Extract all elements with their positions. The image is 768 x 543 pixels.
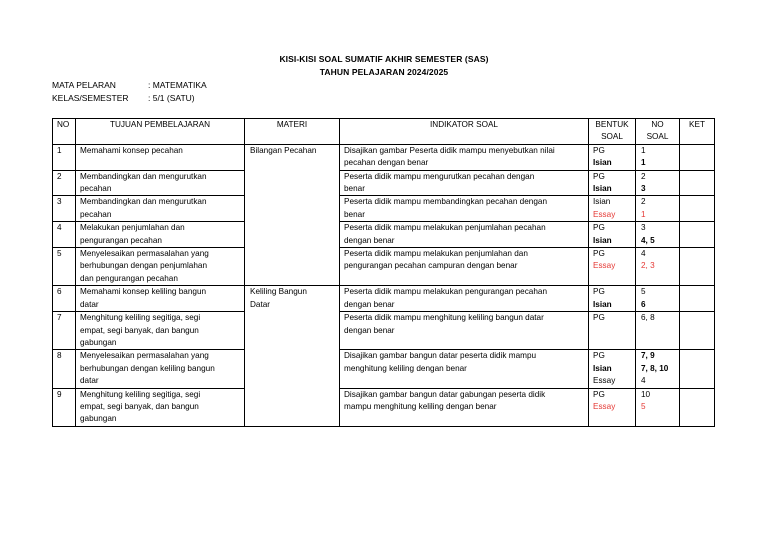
cell-bentuk-soal — [589, 222, 636, 248]
indikator-line: Disajikan gambar bangun datar peserta didik mampu — [344, 351, 537, 361]
indikator-line: Peserta didik mampu menghitung keliling bangun datar — [344, 313, 544, 323]
header-nosoal-line2: SOAL — [646, 132, 669, 142]
bentuk-line: PG — [593, 287, 605, 297]
bentuk-line: Essay — [593, 376, 616, 386]
nosoal-line: 6, 8 — [641, 313, 655, 323]
bentuk-line: Essay — [593, 261, 616, 271]
bentuk-line: Isian — [593, 184, 612, 194]
tujuan-line: Menyelesaikan permasalahan yang — [80, 351, 209, 361]
cell-no-soal — [636, 286, 680, 312]
cell-materi — [245, 312, 340, 350]
indikator-line: Peserta didik mampu mengurutkan pecahan dengan — [344, 171, 535, 181]
cell-tujuan — [76, 248, 245, 286]
indikator-line: pecahan dengan benar — [344, 158, 429, 168]
tujuan-line: Membandingkan dan mengurutkan — [80, 171, 207, 181]
cell-indikator — [340, 196, 589, 222]
indikator-line: Peserta didik mampu melakukan penjumlahan pecahan — [344, 223, 546, 233]
tujuan-line: pengurangan pecahan — [80, 235, 162, 245]
cell-tujuan — [76, 170, 245, 196]
cell-no: 4 — [53, 222, 76, 248]
tujuan-line: dan pengurangan pecahan — [80, 273, 178, 283]
cell-indikator — [340, 144, 589, 170]
tujuan-line: Memahami konsep keliling bangun — [80, 287, 207, 297]
header-no: NO — [53, 119, 76, 145]
materi-bilangan-pecahan: Bilangan Pecahan — [250, 145, 317, 155]
bentuk-line: Essay — [593, 401, 616, 411]
cell-no-soal — [636, 388, 680, 426]
cell-ket — [680, 248, 715, 286]
cell-bentuk-soal — [589, 388, 636, 426]
meta-class-value: : 5/1 (SATU) — [148, 93, 195, 103]
cell-no-soal — [636, 144, 680, 170]
bentuk-line: PG — [593, 389, 605, 399]
bentuk-line: PG — [593, 145, 605, 155]
indikator-line: benar — [344, 209, 365, 219]
indikator-line: Disajikan gambar bangun datar gabungan peserta didik — [344, 389, 546, 399]
bentuk-line: Isian — [593, 197, 611, 207]
cell-materi — [245, 350, 340, 388]
nosoal-line: 4, 5 — [641, 235, 655, 245]
bentuk-line: PG — [593, 351, 605, 361]
cell-no-soal — [636, 170, 680, 196]
nosoal-line: 1 — [641, 209, 646, 219]
header-indikator: INDIKATOR SOAL — [340, 119, 589, 145]
document-title: KISI-KISI SOAL SUMATIF AKHIR SEMESTER (SAS) — [279, 54, 489, 64]
indikator-line: Disajikan gambar Peserta didik mampu menyebutkan nilai — [344, 145, 555, 155]
cell-materi — [245, 170, 340, 196]
cell-materi — [245, 388, 340, 426]
materi-keliling-line2: Datar — [250, 299, 271, 309]
bentuk-line: Isian — [593, 363, 612, 373]
table-row — [53, 222, 715, 248]
materi-keliling-line1: Keliling Bangun — [250, 287, 307, 297]
cell-indikator — [340, 312, 589, 350]
cell-no: 2 — [53, 170, 76, 196]
nosoal-line: 7, 9 — [641, 351, 655, 361]
cell-no: 5 — [53, 248, 76, 286]
cell-bentuk-soal — [589, 196, 636, 222]
cell-ket — [680, 350, 715, 388]
indikator-line: Peserta didik mampu membandingkan pecahan dengan — [344, 197, 548, 207]
nosoal-line: 2 — [641, 197, 646, 207]
cell-tujuan — [76, 388, 245, 426]
cell-no: 8 — [53, 350, 76, 388]
table-row — [53, 144, 715, 170]
tujuan-line: Menghitung keliling segitiga, segi — [80, 389, 201, 399]
cell-ket — [680, 170, 715, 196]
cell-indikator — [340, 388, 589, 426]
cell-tujuan — [76, 222, 245, 248]
tujuan-line: Membandingkan dan mengurutkan — [80, 197, 207, 207]
nosoal-line: 5 — [641, 401, 646, 411]
tujuan-line: Memahami konsep pecahan — [80, 145, 183, 155]
cell-bentuk-soal — [589, 286, 636, 312]
cell-bentuk-soal — [589, 170, 636, 196]
cell-ket — [680, 312, 715, 350]
cell-no-soal — [636, 350, 680, 388]
cell-bentuk-soal — [589, 350, 636, 388]
kisi-kisi-table — [52, 118, 715, 427]
tujuan-line: berhubungan dengan keliling bangun — [80, 363, 215, 373]
tujuan-line: empat, segi banyak, dan bangun — [80, 325, 199, 335]
cell-no: 6 — [53, 286, 76, 312]
cell-bentuk-soal — [589, 312, 636, 350]
nosoal-line: 2, 3 — [641, 261, 655, 271]
nosoal-line: 10 — [641, 389, 651, 399]
meta-subject — [52, 80, 207, 90]
tujuan-line: Menyelesaikan permasalahan yang — [80, 249, 209, 259]
cell-no-soal — [636, 248, 680, 286]
cell-no: 9 — [53, 388, 76, 426]
tujuan-line: pecahan — [80, 184, 112, 194]
nosoal-line: 3 — [641, 184, 646, 194]
cell-bentuk-soal — [589, 248, 636, 286]
cell-materi — [245, 286, 340, 312]
indikator-line: Peserta didik mampu melakukan penjumlahan dan — [344, 249, 528, 259]
indikator-line: menghitung keliling dengan benar — [344, 363, 467, 373]
header-bentuk — [589, 119, 636, 145]
cell-ket — [680, 222, 715, 248]
header-nosoal-line1: NO — [651, 120, 664, 129]
table-row — [53, 350, 715, 388]
nosoal-line: 1 — [641, 158, 646, 168]
indikator-line: pengurangan pecahan campuran dengan benar — [344, 261, 518, 271]
header-nosoal — [636, 119, 680, 145]
bentuk-line: PG — [593, 171, 605, 181]
cell-no: 3 — [53, 196, 76, 222]
header-bentuk-line2: SOAL — [601, 132, 623, 142]
cell-tujuan — [76, 144, 245, 170]
indikator-line: Peserta didik mampu melakukan pengurangan pecahan — [344, 287, 548, 297]
bentuk-line: PG — [593, 313, 605, 323]
tujuan-line: datar — [80, 299, 99, 309]
cell-ket — [680, 388, 715, 426]
bentuk-line: Essay — [593, 209, 616, 219]
indikator-line: dengan benar — [344, 325, 395, 335]
meta-subject-label: MATA PELARAN — [52, 80, 116, 90]
indikator-line: benar — [344, 184, 365, 194]
meta-class — [52, 93, 195, 103]
cell-tujuan — [76, 350, 245, 388]
cell-materi — [245, 248, 340, 286]
cell-bentuk-soal — [589, 144, 636, 170]
table-row — [53, 196, 715, 222]
nosoal-line: 3 — [641, 223, 646, 233]
cell-materi — [245, 144, 340, 170]
table-row — [53, 286, 715, 312]
cell-no-soal — [636, 196, 680, 222]
cell-no-soal — [636, 222, 680, 248]
indikator-line: dengan benar — [344, 235, 395, 245]
cell-indikator — [340, 170, 589, 196]
cell-tujuan — [76, 286, 245, 312]
cell-tujuan — [76, 312, 245, 350]
bentuk-line: Isian — [593, 158, 612, 168]
bentuk-line: PG — [593, 249, 605, 259]
header-ket: KET — [680, 119, 715, 145]
indikator-line: dengan benar — [344, 299, 395, 309]
table-header-row — [53, 119, 715, 145]
tujuan-line: berhubungan dengan penjumlahan — [80, 261, 208, 271]
tujuan-line: empat, segi banyak, dan bangun — [80, 401, 199, 411]
table-body — [53, 144, 715, 426]
tujuan-line: Menghitung keliling segitiga, segi — [80, 313, 201, 323]
meta-subject-value: : MATEMATIKA — [148, 80, 207, 90]
cell-materi — [245, 222, 340, 248]
nosoal-line: 5 — [641, 287, 646, 297]
tujuan-line: pecahan — [80, 209, 112, 219]
bentuk-line: PG — [593, 223, 605, 233]
cell-no: 7 — [53, 312, 76, 350]
tujuan-line: datar — [80, 376, 99, 386]
cell-ket — [680, 196, 715, 222]
nosoal-line: 1 — [641, 145, 646, 155]
nosoal-line: 4 — [641, 249, 646, 259]
cell-no: 1 — [53, 144, 76, 170]
cell-indikator — [340, 350, 589, 388]
table-row — [53, 388, 715, 426]
nosoal-line: 6 — [641, 299, 646, 309]
tujuan-line: Melakukan penjumlahan dan — [80, 223, 185, 233]
cell-indikator — [340, 248, 589, 286]
cell-ket — [680, 286, 715, 312]
table-row — [53, 170, 715, 196]
meta-class-label: KELAS/SEMESTER — [52, 93, 129, 103]
cell-no-soal — [636, 312, 680, 350]
table-row — [53, 248, 715, 286]
cell-indikator — [340, 286, 589, 312]
document-subtitle: TAHUN PELAJARAN 2024/2025 — [319, 67, 449, 77]
nosoal-line: 4 — [641, 376, 646, 386]
indikator-line: mampu menghitung keliling dengan benar — [344, 401, 497, 411]
header-materi: MATERI — [245, 119, 340, 145]
cell-tujuan — [76, 196, 245, 222]
tujuan-line: gabungan — [80, 414, 117, 424]
cell-indikator — [340, 222, 589, 248]
tujuan-line: gabungan — [80, 337, 117, 347]
header-tujuan: TUJUAN PEMBELAJARAN — [76, 119, 245, 145]
nosoal-line: 2 — [641, 171, 646, 181]
cell-materi — [245, 196, 340, 222]
nosoal-line: 7, 8, 10 — [641, 363, 669, 373]
bentuk-line: Isian — [593, 299, 612, 309]
cell-ket — [680, 144, 715, 170]
header-bentuk-line1: BENTUK — [595, 120, 629, 129]
bentuk-line: Isian — [593, 235, 612, 245]
table-row — [53, 312, 715, 350]
